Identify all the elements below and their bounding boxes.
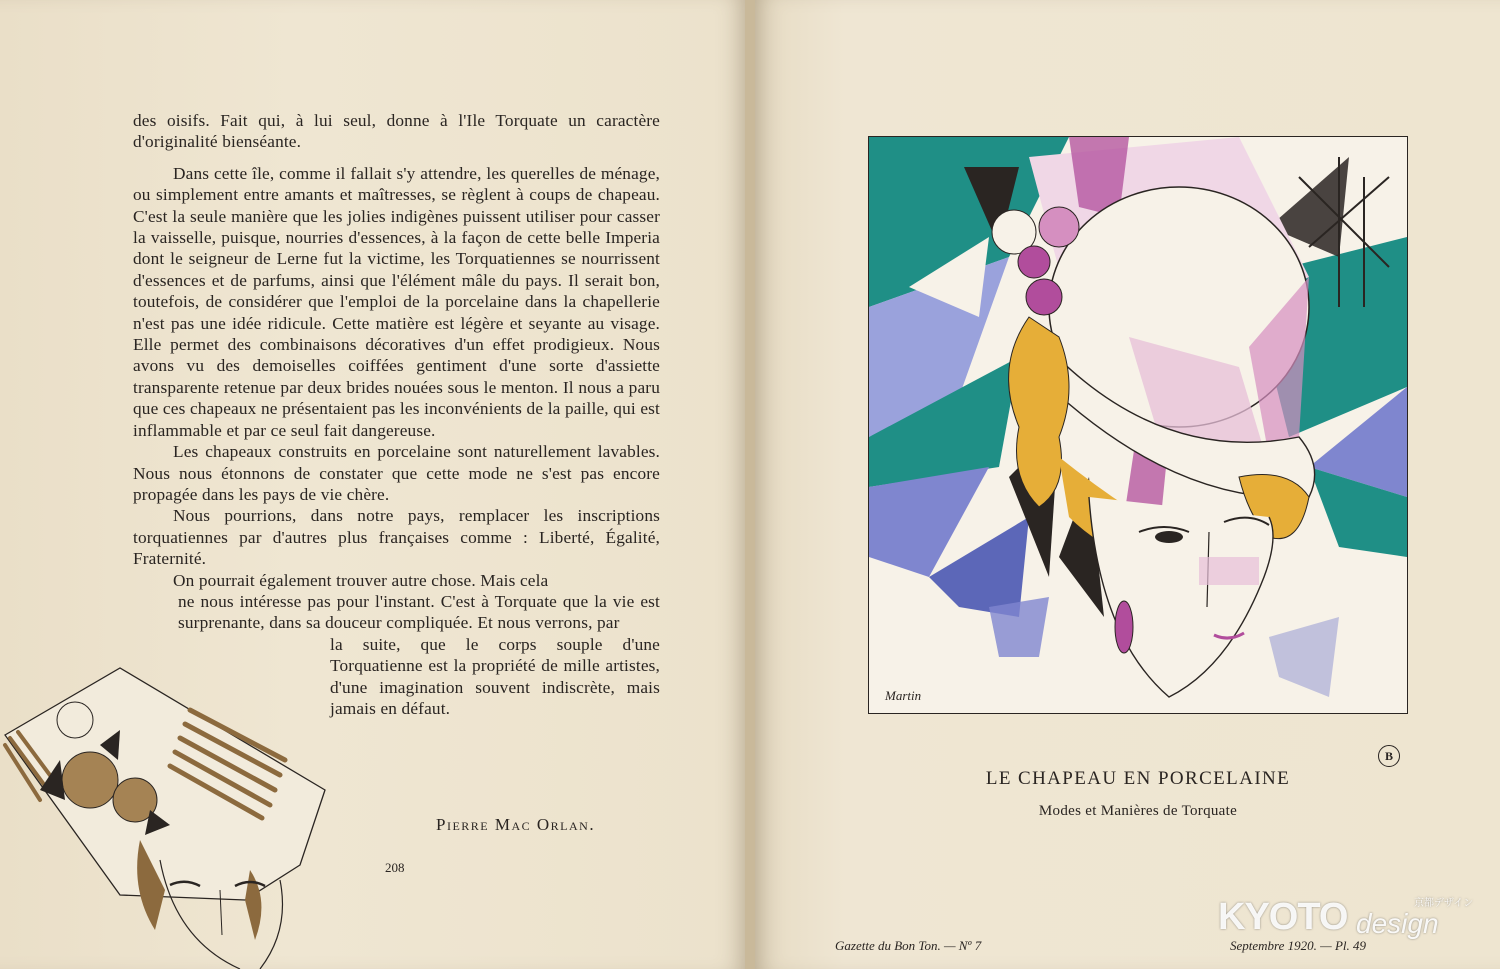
article-text xyxy=(133,110,660,719)
book-gutter xyxy=(745,0,755,969)
paragraph-1: des oisifs. Fait qui, à lui seul, donne à l'Ile Torquate un caractère d'originalité bienséante. xyxy=(133,111,660,152)
page-number: 208 xyxy=(385,860,405,875)
artist-signature: Martin xyxy=(885,688,922,703)
paragraph-2: Dans cette île, comme il fallait s'y attendre, les querelles de ménage, ou simplement entre amants et maîtresses, se règlent à coups de chapeau. C'est la seule manière que les jolies indigènes puissent utiliser pour casser la vaisselle, puisque, nourries d'essences, à la façon de cette belle Imperia dont le seigneur de Lerne fut la victime, les Torquatiennes se nourrissent d'essences et de parfums, ainsi que l'élément mâle du pays. Il serait bon, toutefois, de considérer que l'emploi de la porcelaine dans la chapellerie n'est pas une idée ridicule. Cette matière est légère et seyante au visage. Elle permet des combinaisons décoratives d'un effet prodigieux. Nous avons vu des demoiselles coiffées gentiment d'une sorte d'assiette transparente retenue par deux brides nouées sous le menton. Il nous a paru que ces chapeaux ne présentaient pas les inconvénients de la paille, qui est inflammable et par ce seul fait dangereuse. xyxy=(133,163,660,440)
author-signature: Pierre Mac Orlan. xyxy=(436,815,596,834)
paragraph-7: la suite, que le corps souple d'une Torquatienne est la propriété de mille artistes, d'une imagination souvent indiscrète, mais jamais en défaut. xyxy=(330,634,660,718)
paragraph-4: Nous pourrions, dans notre pays, remplacer les inscriptions torquatiennes par d'autres plus françaises comme : Liberté, Égalité, Fraternité. xyxy=(133,506,660,569)
paragraph-3: Les chapeaux construits en porcelaine sont naturellement lavables. Nous nous étonnons de constater que cette mode ne s'est pas encore propagée dans les pays de vie chère. xyxy=(133,442,660,504)
paragraph-6: ne nous intéresse pas pour l'instant. C'est à Torquate que la vie est surprenante, dans sa douceur compliquée. Et nous verrons, par xyxy=(178,591,660,633)
watermark-jp: 京都デザイン xyxy=(1414,898,1474,909)
hat-vignette-illustration xyxy=(0,650,330,969)
watermark-main: KYOTO xyxy=(1218,896,1348,938)
kyoto-design-watermark xyxy=(1218,892,1480,954)
publisher-monogram: B xyxy=(1378,745,1400,767)
paragraph-5: On pourrait également trouver autre chose. Mais cela xyxy=(173,570,549,590)
left-page xyxy=(0,0,745,969)
fashion-plate-illustration xyxy=(868,136,1408,714)
plate-subtitle: Modes et Manières de Torquate xyxy=(1038,803,1238,819)
footer-date-plate: Septembre 1920. — Pl. 49 xyxy=(1230,938,1366,953)
plate-title: LE CHAPEAU EN PORCELAINE xyxy=(985,768,1291,789)
footer-publication: Gazette du Bon Ton. — Nº 7 xyxy=(835,938,982,953)
watermark-sub: design xyxy=(1356,908,1439,939)
